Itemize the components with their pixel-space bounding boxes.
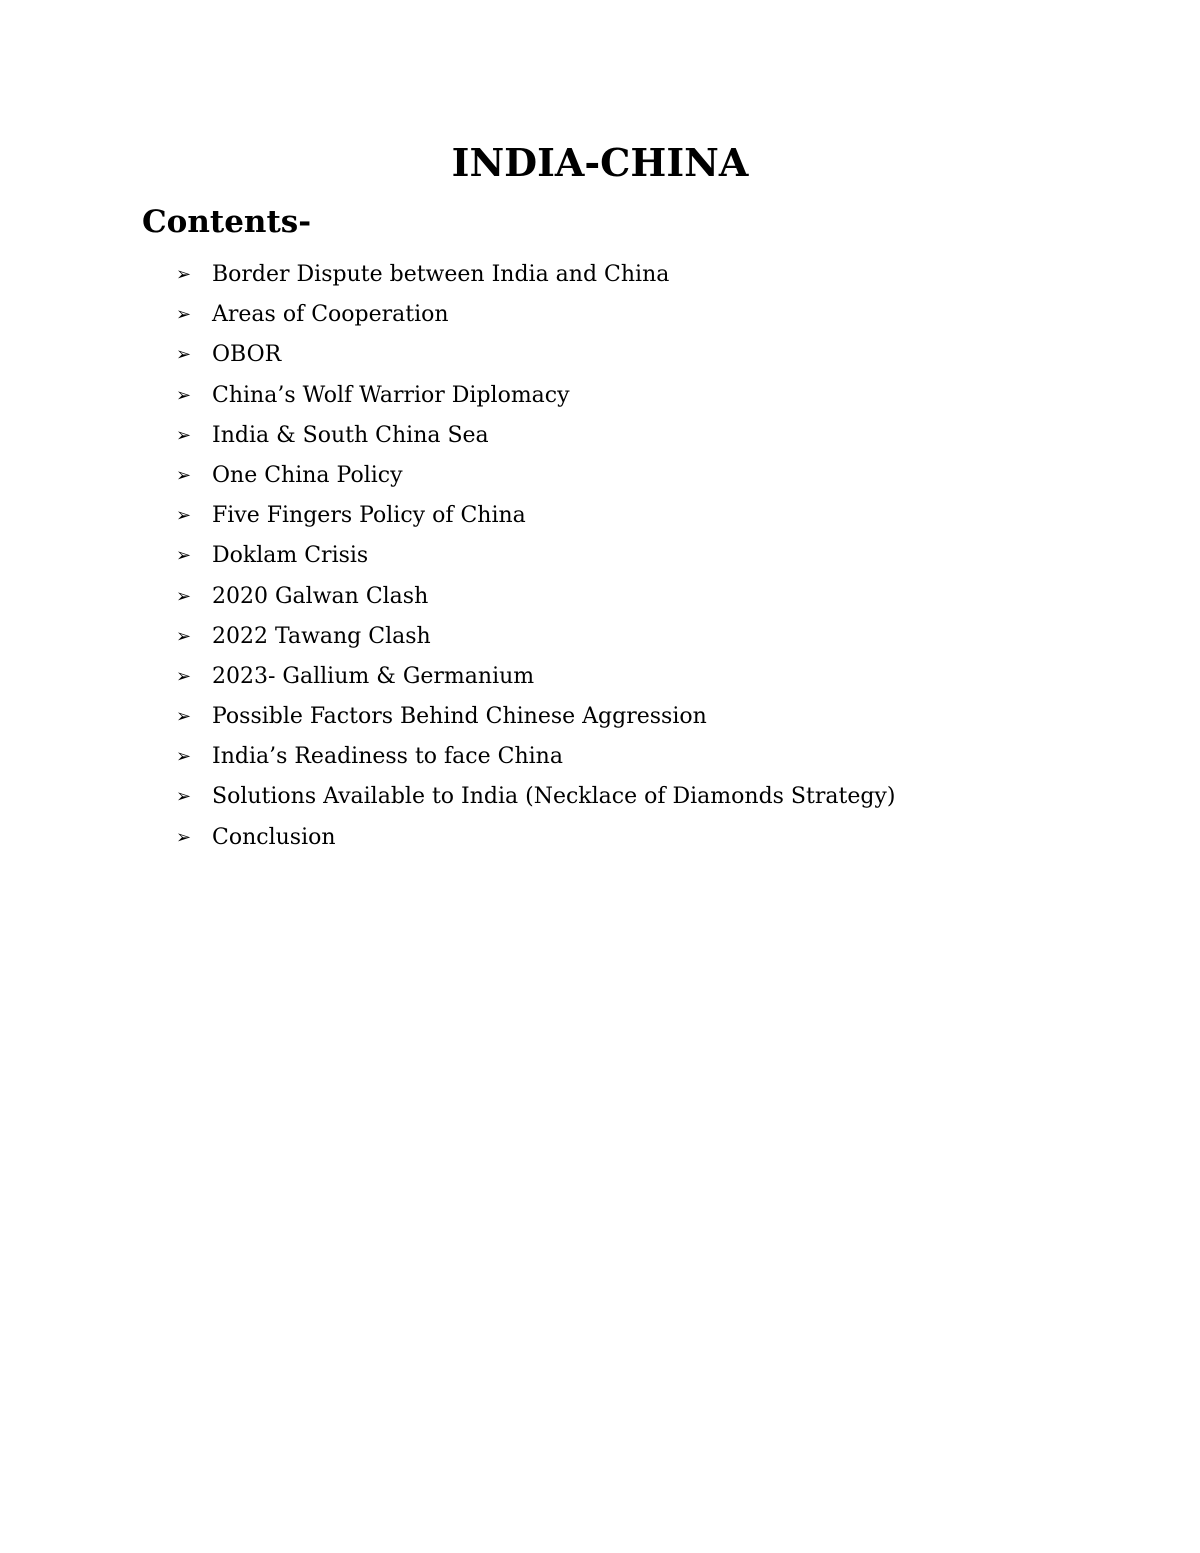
list-item-text: India’s Readiness to face China [212, 744, 563, 770]
arrowhead-bullet-icon: ➢ [176, 384, 192, 406]
list-item-text: Doklam Crisis [212, 543, 369, 569]
list-item [0, 416, 1200, 456]
list-item [0, 496, 1200, 536]
list-item-text: Possible Factors Behind Chinese Aggression [212, 704, 707, 730]
arrowhead-bullet-icon: ➢ [176, 545, 192, 567]
list-item-text: One China Policy [212, 462, 403, 488]
list-item [0, 657, 1200, 697]
list-item [0, 697, 1200, 737]
list-item [0, 777, 1200, 817]
list-item-text: OBOR [212, 342, 282, 368]
arrowhead-bullet-icon: ➢ [176, 304, 192, 326]
arrowhead-bullet-icon: ➢ [176, 625, 192, 647]
list-item-text: India & South China Sea [212, 422, 489, 448]
arrowhead-bullet-icon: ➢ [176, 826, 192, 848]
list-item-text: Conclusion [212, 824, 336, 850]
list-item-text: China’s Wolf Warrior Diplomacy [212, 382, 570, 408]
arrowhead-bullet-icon: ➢ [176, 464, 192, 486]
list-item [0, 456, 1200, 496]
arrowhead-bullet-icon: ➢ [176, 746, 192, 768]
arrowhead-bullet-icon: ➢ [176, 706, 192, 728]
list-item [0, 737, 1200, 777]
list-item-text: 2022 Tawang Clash [212, 623, 431, 649]
list-item-text: 2020 Galwan Clash [212, 583, 429, 609]
list-item-text: Solutions Available to India (Necklace of Diamonds Strategy) [212, 784, 896, 810]
list-item-text: 2023- Gallium & Germanium [212, 663, 535, 689]
arrowhead-bullet-icon: ➢ [176, 344, 192, 366]
arrowhead-bullet-icon: ➢ [176, 665, 192, 687]
list-item [0, 376, 1200, 416]
list-item [0, 536, 1200, 576]
table-of-contents [0, 255, 1200, 858]
list-item [0, 295, 1200, 335]
list-item [0, 818, 1200, 858]
arrowhead-bullet-icon: ➢ [176, 585, 192, 607]
list-item [0, 577, 1200, 617]
contents-heading: Contents- [142, 204, 312, 240]
list-item [0, 617, 1200, 657]
list-item [0, 335, 1200, 375]
arrowhead-bullet-icon: ➢ [176, 424, 192, 446]
arrowhead-bullet-icon: ➢ [176, 264, 192, 285]
document-title: INDIA-CHINA [451, 140, 749, 185]
list-item [0, 255, 1200, 295]
list-item-text: Areas of Cooperation [212, 302, 449, 328]
arrowhead-bullet-icon: ➢ [176, 786, 192, 808]
list-item-text: Five Fingers Policy of China [212, 503, 526, 529]
arrowhead-bullet-icon: ➢ [176, 505, 192, 527]
list-item-text: Border Dispute between India and China [212, 262, 670, 287]
